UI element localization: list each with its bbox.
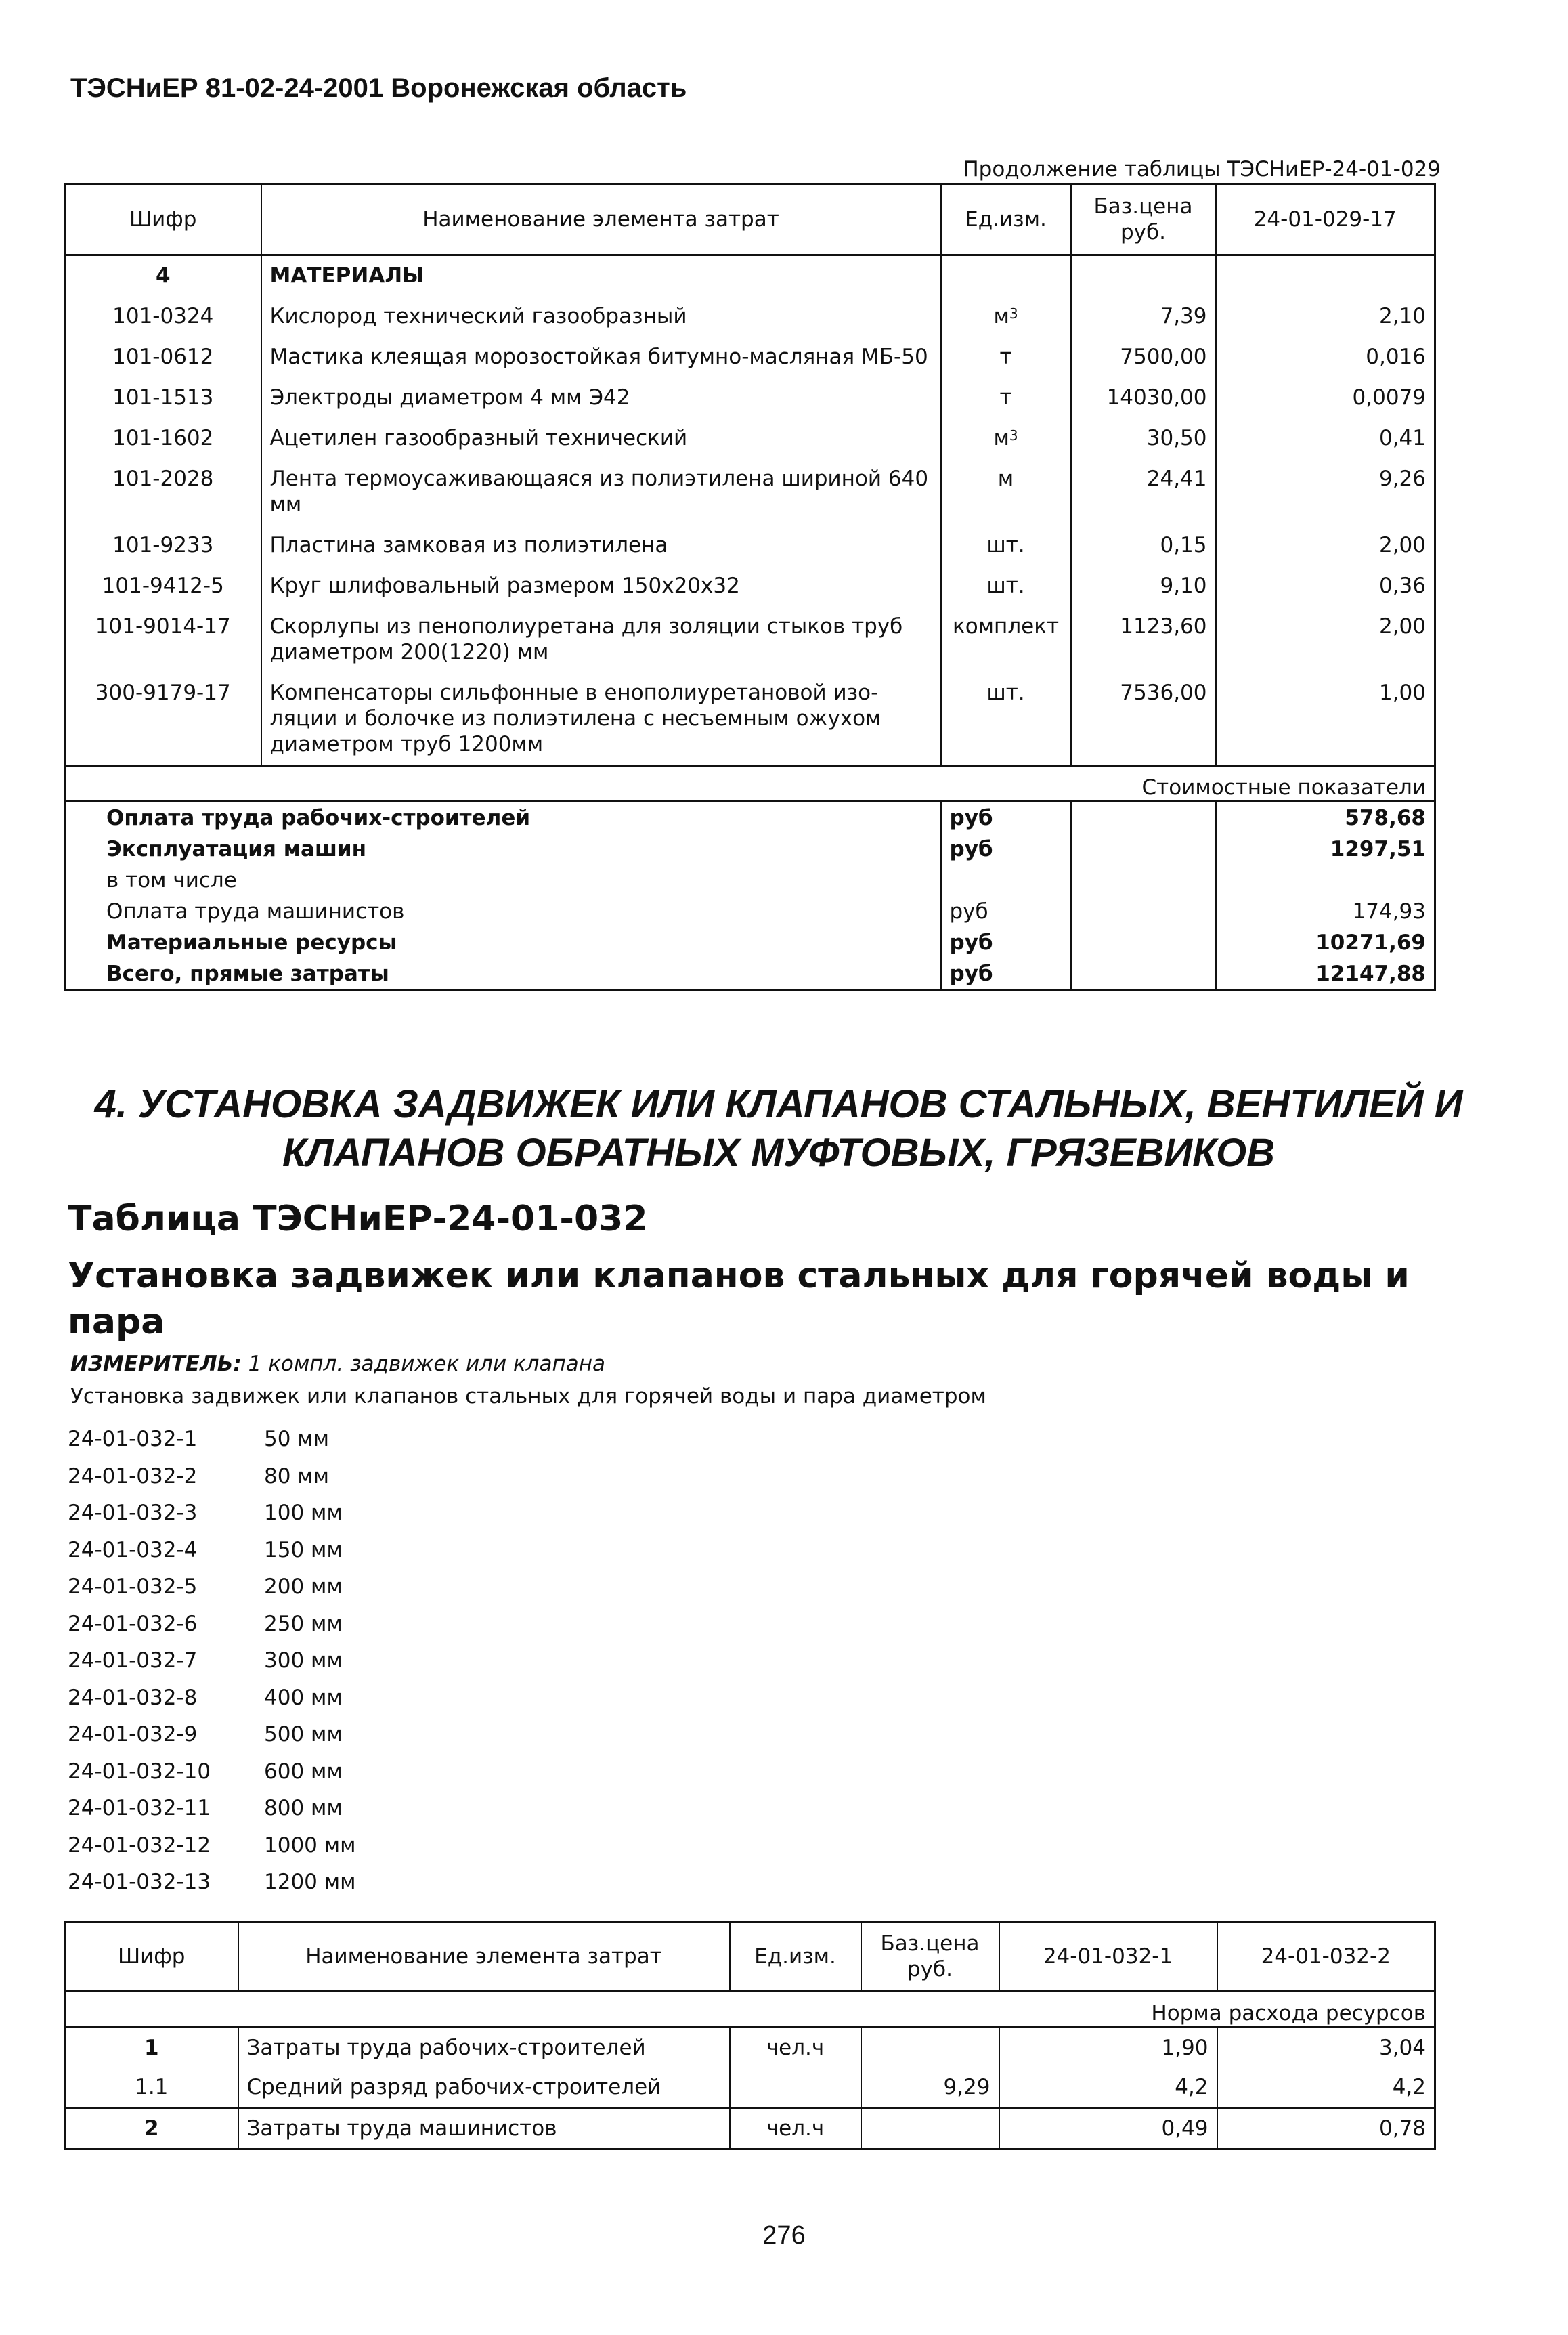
row-name: Затраты труда рабочих-строителей	[238, 2028, 730, 2068]
row-value: 0,36	[1378, 574, 1426, 598]
table-row	[65, 566, 1435, 607]
row-code: 2	[65, 2108, 238, 2149]
row-code: 101-0324	[65, 297, 261, 337]
table-row	[65, 337, 1435, 378]
table-header-row	[65, 184, 1435, 255]
row-price: 24,41	[1071, 459, 1216, 526]
code: 24-01-032-13	[68, 1870, 211, 1894]
code: 24-01-032-1	[68, 1427, 198, 1451]
row-code: 101-9014-17	[65, 607, 261, 673]
total-row	[65, 865, 1435, 896]
col-unit: Ед.изм.	[941, 184, 1071, 255]
row-value: 0,0079	[1352, 385, 1426, 410]
row-price: 14030,00	[1071, 378, 1216, 419]
row-name: Мастика клеящая морозостойкая битумно-масляная МБ-50	[261, 337, 941, 378]
row-code: 101-1602	[65, 419, 261, 459]
code-list-item	[68, 1532, 356, 1569]
code: 24-01-032-2	[68, 1463, 198, 1488]
table-row	[65, 673, 1435, 766]
table-row	[65, 297, 1435, 337]
code: 24-01-032-7	[68, 1648, 198, 1673]
row-code: 1	[65, 2028, 238, 2068]
table-row	[65, 2028, 1435, 2068]
section-title: МАТЕРИАЛЫ	[261, 255, 941, 297]
code: 24-01-032-6	[68, 1611, 198, 1636]
row-price: 9,10	[1071, 566, 1216, 607]
row-value-2: 0,78	[1217, 2108, 1435, 2149]
row-value: 2,10	[1378, 304, 1426, 328]
code-list-item	[68, 1421, 356, 1458]
table-row	[65, 607, 1435, 673]
row-name: Компенсаторы сильфонные в енополиуретановой изо-ляции и болочке из полиэтилена с несъемным ожухом диаметром труб 1200мм	[261, 673, 941, 766]
total-unit: руб	[941, 927, 1071, 958]
total-value: 174,93	[1352, 899, 1426, 924]
total-value: 1297,51	[1330, 837, 1426, 861]
col-norm-1: 24-01-032-1	[999, 1922, 1217, 1992]
row-value-1: 4,2	[999, 2068, 1217, 2108]
row-unit: т	[941, 337, 1071, 378]
cost-header-row	[65, 766, 1435, 802]
row-name: Скорлупы из пенополиуретана для золяции стыков труб диаметром 200(1220) мм	[261, 607, 941, 673]
measure-label: ИЗМЕРИТЕЛЬ:	[70, 1352, 242, 1376]
row-name: Круг шлифовальный размером 150х20х32	[261, 566, 941, 607]
row-unit: шт.	[941, 673, 1071, 766]
measure-value: 1 компл. задвижек или клапана	[248, 1352, 606, 1376]
code: 24-01-032-10	[68, 1759, 211, 1784]
page-number: 276	[762, 2221, 806, 2250]
section-heading: 4. УСТАНОВКА ЗАДВИЖЕК ИЛИ КЛАПАНОВ СТАЛЬНЫХ, ВЕНТИЛЕЙ И КЛАПАНОВ ОБРАТНЫХ МУФТОВЫХ, ГРЯЗЕВИКОВ	[94, 1082, 1463, 1175]
row-unit: $м^3$	[941, 419, 1071, 459]
code-list-item	[68, 1495, 356, 1532]
col-norm: 24-01-029-17	[1216, 184, 1435, 255]
code-list-item	[68, 1642, 356, 1679]
row-name: Кислород технический газообразный	[261, 297, 941, 337]
row-code: 1.1	[65, 2068, 238, 2108]
diameter: 1200 мм	[264, 1870, 356, 1894]
code-list-item	[68, 1864, 356, 1901]
row-value: 0,41	[1378, 426, 1426, 450]
diameter: 300 мм	[264, 1648, 343, 1673]
table-row	[65, 2068, 1435, 2108]
code: 24-01-032-5	[68, 1574, 198, 1599]
col-name: Наименование элемента затрат	[238, 1922, 730, 1992]
resources-table	[64, 1921, 1436, 2150]
code: 24-01-032-8	[68, 1685, 198, 1710]
row-unit: комплект	[941, 607, 1071, 673]
col-norm-2: 24-01-032-2	[1217, 1922, 1435, 1992]
total-row	[65, 958, 1435, 991]
total-value: 578,68	[1345, 806, 1426, 830]
col-price: Баз.цена руб.	[1071, 184, 1216, 255]
code-list-item	[68, 1790, 356, 1827]
diameter: 250 мм	[264, 1611, 343, 1636]
row-code: 101-1513	[65, 378, 261, 419]
col-code: Шифр	[65, 1922, 238, 1992]
row-value-2: 4,2	[1392, 2075, 1426, 2099]
total-label: в том числе	[65, 865, 941, 896]
table-header-row	[65, 1922, 1435, 1992]
diameter: 80 мм	[264, 1463, 330, 1488]
diameter: 1000 мм	[264, 1833, 356, 1858]
materials-table	[64, 183, 1436, 991]
row-value: 2,00	[1378, 533, 1426, 557]
measure-description: Установка задвижек или клапанов стальных для горячей воды и пара диаметром	[70, 1384, 986, 1409]
col-unit: Ед.изм.	[730, 1922, 861, 1992]
row-value: 0,016	[1366, 345, 1426, 369]
row-value-1: 0,49	[999, 2108, 1217, 2149]
table-continuation-label: Продолжение таблицы ТЭСНиЕР-24-01-029	[963, 157, 1441, 181]
code: 24-01-032-4	[68, 1537, 198, 1562]
table-label: Таблица ТЭСНиЕР-24-01-032	[68, 1199, 648, 1239]
total-label: Оплата труда рабочих-строителей	[65, 802, 941, 834]
row-price: 0,15	[1071, 526, 1216, 566]
norm-header-row	[65, 1992, 1435, 2028]
row-unit: чел.ч	[730, 2028, 861, 2068]
total-label: Оплата труда машинистов	[65, 896, 941, 927]
row-price: 7500,00	[1071, 337, 1216, 378]
total-unit: руб	[941, 802, 1071, 834]
row-name: Электроды диаметром 4 мм Э42	[261, 378, 941, 419]
row-price: 7536,00	[1071, 673, 1216, 766]
row-unit: $м^3$	[941, 297, 1071, 337]
code-list-item	[68, 1716, 356, 1753]
total-row	[65, 896, 1435, 927]
col-price: Баз.цена руб.	[861, 1922, 999, 1992]
row-unit: шт.	[941, 526, 1071, 566]
section-row	[65, 255, 1435, 297]
diameter: 800 мм	[264, 1796, 343, 1820]
table-row	[65, 459, 1435, 526]
row-name: Лента термоусаживающаяся из полиэтилена шириной 640 мм	[261, 459, 941, 526]
table-subtitle: Установка задвижек или клапанов стальных для горячей воды и пара	[68, 1256, 1410, 1342]
row-code: 300-9179-17	[65, 673, 261, 766]
row-name: Пластина замковая из полиэтилена	[261, 526, 941, 566]
row-unit: шт.	[941, 566, 1071, 607]
total-unit: руб	[941, 958, 1071, 991]
total-row	[65, 834, 1435, 865]
total-row	[65, 927, 1435, 958]
code-list	[68, 1421, 356, 1901]
col-name: Наименование элемента затрат	[261, 184, 941, 255]
section-code: 4	[65, 255, 261, 297]
code: 24-01-032-12	[68, 1833, 211, 1858]
row-value: 2,00	[1378, 614, 1426, 639]
total-label: Материальные ресурсы	[65, 927, 941, 958]
row-unit: т	[941, 378, 1071, 419]
row-value-2: 3,04	[1378, 2036, 1426, 2060]
measure-line	[70, 1352, 605, 1376]
table-row	[65, 2108, 1435, 2149]
document-header: ТЭСНиЕР 81-02-24-2001 Воронежская область	[70, 73, 687, 103]
row-unit: чел.ч	[730, 2108, 861, 2149]
total-unit: руб	[941, 834, 1071, 865]
row-code: 101-0612	[65, 337, 261, 378]
total-label: Всего, прямые затраты	[65, 958, 941, 991]
table-row	[65, 378, 1435, 419]
total-value	[1216, 865, 1435, 896]
total-label: Эксплуатация машин	[65, 834, 941, 865]
code-list-item	[68, 1827, 356, 1864]
total-value: 12147,88	[1315, 962, 1426, 986]
row-code: 101-9412-5	[65, 566, 261, 607]
row-price: 7,39	[1071, 297, 1216, 337]
col-code: Шифр	[65, 184, 261, 255]
row-value: 1,00	[1378, 681, 1426, 705]
row-price	[861, 2108, 999, 2149]
table-row	[65, 526, 1435, 566]
code: 24-01-032-3	[68, 1501, 198, 1525]
code-list-item	[68, 1606, 356, 1643]
norm-header: Норма расхода ресурсов	[65, 1992, 1435, 2028]
row-price: 30,50	[1071, 419, 1216, 459]
diameter: 600 мм	[264, 1759, 343, 1784]
diameter: 400 мм	[264, 1685, 343, 1710]
code: 24-01-032-11	[68, 1796, 211, 1820]
diameter: 50 мм	[264, 1427, 330, 1451]
diameter: 150 мм	[264, 1537, 343, 1562]
table-row	[65, 419, 1435, 459]
row-name: Затраты труда машинистов	[238, 2108, 730, 2149]
diameter: 200 мм	[264, 1574, 343, 1599]
row-price	[861, 2028, 999, 2068]
total-unit	[941, 865, 1071, 896]
total-value: 10271,69	[1315, 930, 1426, 955]
code-list-item	[68, 1753, 356, 1791]
cost-header: Стоимостные показатели	[65, 766, 1435, 802]
code: 24-01-032-9	[68, 1722, 198, 1747]
code-list-item	[68, 1679, 356, 1717]
row-code: 101-2028	[65, 459, 261, 526]
row-unit: м	[941, 459, 1071, 526]
row-value: 9,26	[1378, 467, 1426, 491]
code-list-item	[68, 1458, 356, 1495]
row-unit	[730, 2068, 861, 2108]
row-code: 101-9233	[65, 526, 261, 566]
row-price: 9,29	[861, 2068, 999, 2108]
diameter: 500 мм	[264, 1722, 343, 1747]
row-value-1: 1,90	[999, 2028, 1217, 2068]
total-row	[65, 802, 1435, 834]
row-name: Средний разряд рабочих-строителей	[238, 2068, 730, 2108]
code-list-item	[68, 1568, 356, 1606]
total-unit: руб	[941, 896, 1071, 927]
row-price: 1123,60	[1071, 607, 1216, 673]
row-name: Ацетилен газообразный технический	[261, 419, 941, 459]
diameter: 100 мм	[264, 1501, 343, 1525]
